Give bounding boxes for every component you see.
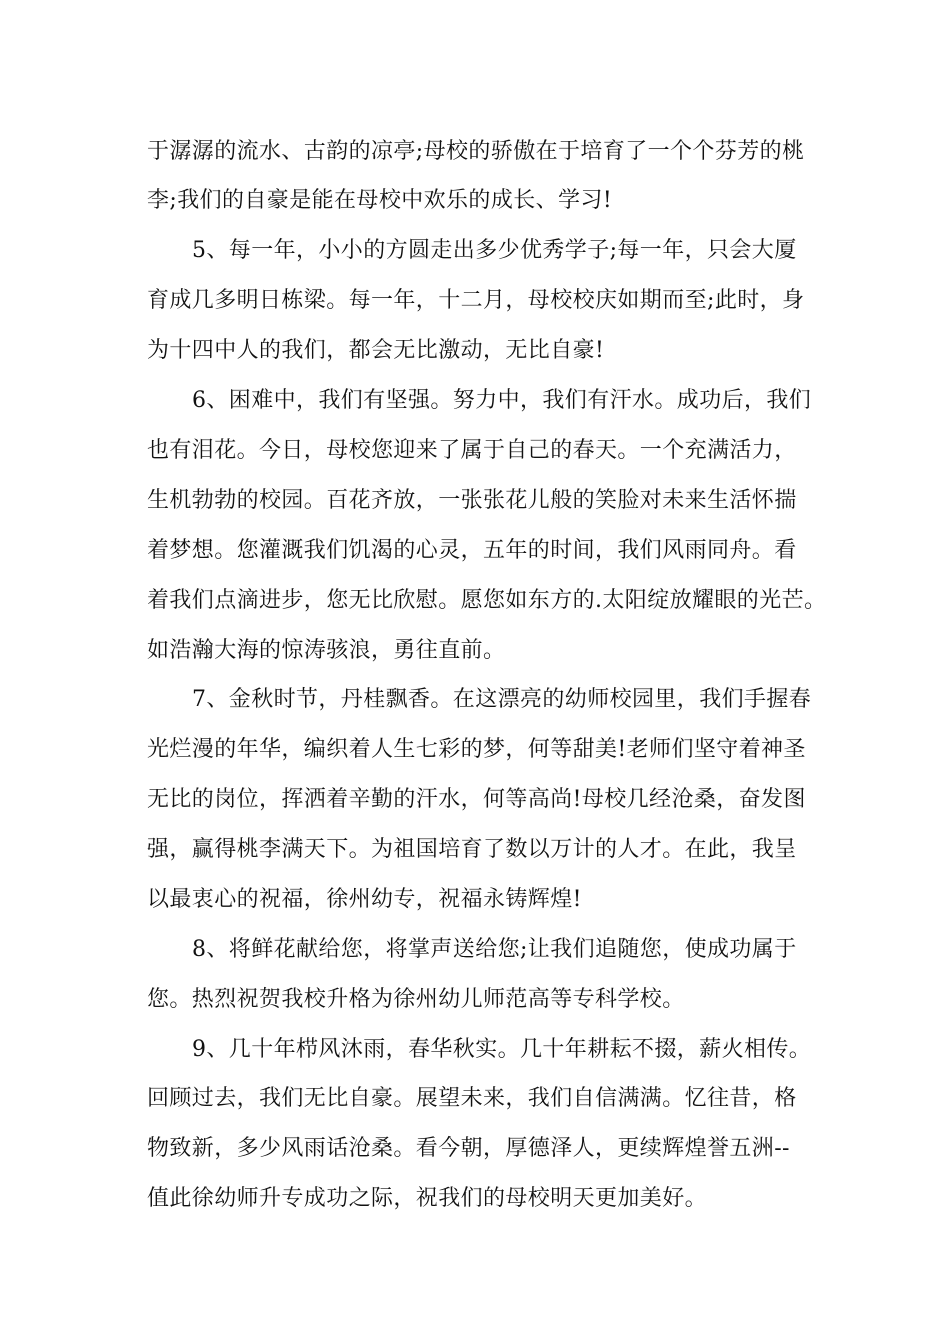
paragraph-5-line-2: 育成几多明日栋梁。每一年，十二月，母校校庆如期而至;此时，身: [147, 288, 805, 313]
paragraph-7-line-2: 光烂漫的年华，编织着人生七彩的梦，何等甜美!老师们坚守着神圣: [147, 737, 806, 762]
paragraph-6-line-5: 着我们点滴进步，您无比欣慰。愿您如东方的.太阳绽放耀眼的光芒。: [147, 588, 827, 613]
paragraph-6-line-2: 也有泪花。今日，母校您迎来了属于自己的春天。一个充满活力，: [147, 438, 797, 463]
paragraph-8-line-2: 您。热烈祝贺我校升格为徐州幼儿师范高等专科学校。: [147, 987, 685, 1012]
paragraph-9-line-2: 回顾过去，我们无比自豪。展望未来，我们自信满满。忆往昔，格: [147, 1086, 797, 1111]
paragraph-1-line-2: 李;我们的自豪是能在母校中欢乐的成长、学习!: [147, 188, 613, 213]
paragraph-6-line-6: 如浩瀚大海的惊涛骇浪，勇往直前。: [147, 638, 506, 663]
paragraph-7-line-3: 无比的岗位，挥洒着辛勤的汗水，何等高尚!母校几经沧桑，奋发图: [147, 787, 806, 812]
paragraph-6-line-1: 6、困难中，我们有坚强。努力中，我们有汗水。成功后，我们: [192, 388, 812, 413]
paragraph-5-line-3: 为十四中人的我们，都会无比激动，无比自豪!: [147, 338, 605, 363]
paragraph-7-line-4: 强，赢得桃李满天下。为祖国培育了数以万计的人才。在此，我呈: [147, 837, 797, 862]
paragraph-6-line-3: 生机勃勃的校园。百花齐放，一张张花儿般的笑脸对未来生活怀揣: [147, 488, 797, 513]
paragraph-7-line-5: 以最衷心的祝福，徐州幼专，祝福永铸辉煌!: [147, 887, 582, 912]
paragraph-5-line-1: 5、每一年，小小的方圆走出多少优秀学子;每一年，只会大厦: [192, 238, 797, 263]
paragraph-7-line-1: 7、金秋时节，丹桂飘香。在这漂亮的幼师校园里，我们手握春: [192, 687, 812, 712]
paragraph-1-line-1: 于潺潺的流水、古韵的凉亭;母校的骄傲在于培育了一个个芬芳的桃: [147, 139, 805, 164]
paragraph-8-line-1: 8、将鲜花献给您，将掌声送给您;让我们追随您，使成功属于: [192, 937, 797, 962]
paragraph-9-line-1: 9、几十年栉风沐雨，春华秋实。几十年耕耘不掇，薪火相传。: [192, 1037, 812, 1062]
paragraph-9-line-4: 值此徐幼师升专成功之际，祝我们的母校明天更加美好。: [147, 1186, 708, 1211]
paragraph-9-line-3: 物致新，多少风雨话沧桑。看今朝，厚德泽人，更续辉煌誉五洲--: [147, 1136, 790, 1161]
paragraph-6-line-4: 着梦想。您灌溉我们饥渴的心灵，五年的时间，我们风雨同舟。看: [147, 538, 797, 563]
